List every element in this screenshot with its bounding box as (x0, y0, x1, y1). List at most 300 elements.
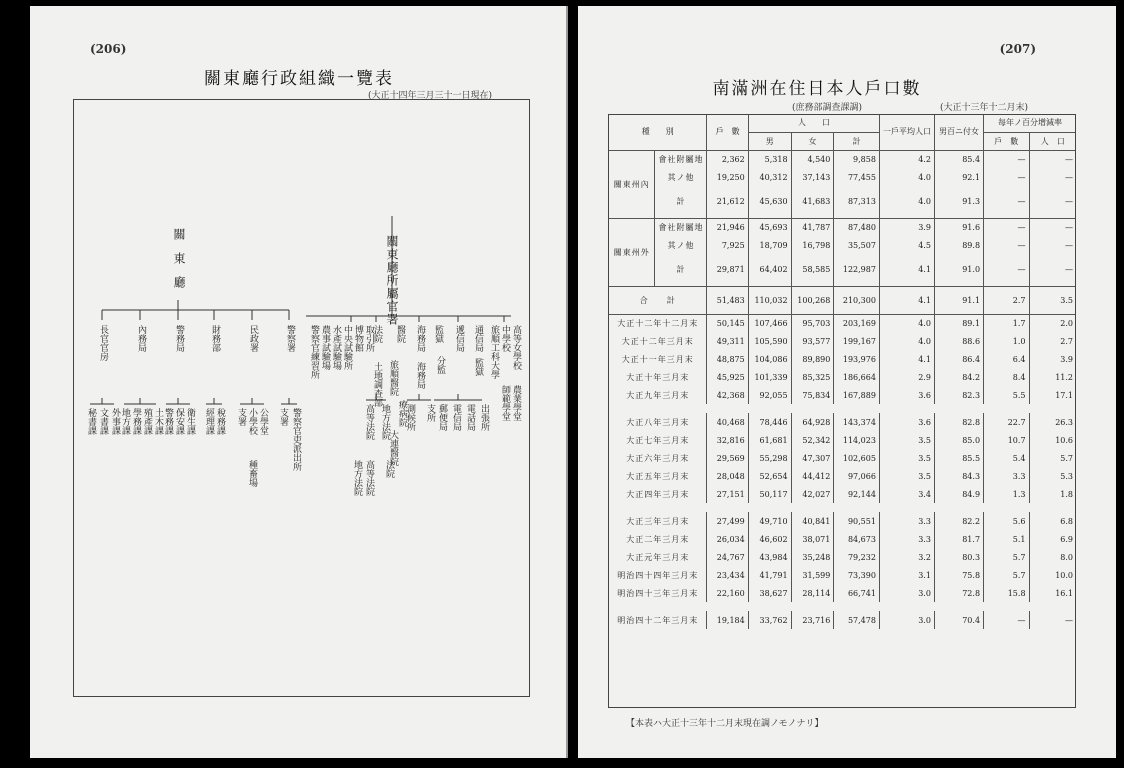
cell-total: 79,232 (834, 548, 880, 566)
cell-male: 38,627 (748, 584, 791, 602)
hospital-group: 醫院 (395, 325, 405, 343)
cell-male: 64,402 (748, 254, 791, 286)
cell-households: 29,569 (707, 449, 748, 467)
cell-ratio: 80.3 (934, 548, 983, 566)
cell-total: 35,507 (834, 236, 880, 254)
cell-growth-households: 15.8 (984, 584, 1030, 602)
cell-female: 23,716 (791, 611, 834, 629)
hospital-dairen: 大連醫院 (388, 430, 398, 466)
cell-households: 49,311 (707, 332, 748, 350)
cell-female: 42,027 (791, 485, 834, 503)
group-label: 關東州外 (609, 218, 655, 286)
sub-livestock-farm: 種畜場 (247, 460, 257, 487)
office-comm-label: 通信局 (473, 325, 483, 352)
cell-female: 40,841 (791, 512, 834, 530)
cell-growth-households: — (984, 168, 1030, 186)
cell-total: 92,144 (834, 485, 880, 503)
cell-growth-population: 16.1 (1029, 584, 1076, 602)
hospital-ryojun: 旅順醫院 (388, 360, 398, 396)
cell-total: 87,480 (834, 218, 880, 236)
row-sublabel: 會社附屬地 (655, 150, 707, 168)
cell-ratio: 91.0 (934, 254, 983, 286)
marine-bureau: 海務局 (415, 325, 425, 352)
table-row (609, 186, 1077, 218)
sub-industry-section: 殖產課 (142, 408, 152, 435)
header-male: 男 (748, 132, 791, 150)
sub-secretary-section: 秘書課 (86, 408, 96, 435)
cell-avg: 3.2 (879, 548, 934, 566)
cell-avg: 4.1 (879, 350, 934, 368)
table-row (609, 350, 1077, 368)
cell-growth-population: 10.6 (1029, 431, 1076, 449)
cell-households: 26,034 (707, 530, 748, 548)
cell-growth-population: 8.0 (1029, 548, 1076, 566)
cell-avg: 3.6 (879, 386, 934, 404)
cell-total: 143,374 (834, 413, 880, 431)
cell-growth-households: 1.7 (984, 314, 1030, 332)
left-page (30, 6, 568, 758)
table-row (609, 548, 1077, 566)
cell-growth-population: 26.3 (1029, 413, 1076, 431)
sub-public-school: 公學堂 (258, 408, 268, 435)
cell-growth-population: 2.0 (1029, 314, 1076, 332)
cell-ratio: 82.8 (934, 413, 983, 431)
history-label: 大正五年三月末 (609, 467, 707, 485)
cell-male: 41,791 (748, 566, 791, 584)
cell-male: 78,446 (748, 413, 791, 431)
row-sublabel: 計 (655, 186, 707, 218)
cell-male: 45,693 (748, 218, 791, 236)
cell-growth-households: 5.7 (984, 566, 1030, 584)
left-page-number: (206) (90, 42, 127, 56)
cell-male: 110,032 (748, 286, 791, 314)
cell-growth-population: 1.8 (1029, 485, 1076, 503)
table-row (609, 368, 1077, 386)
cell-households: 2,362 (707, 150, 748, 168)
history-label: 大正二年三月末 (609, 530, 707, 548)
cell-male: 52,654 (748, 467, 791, 485)
office-court-label: 法院 (384, 460, 394, 478)
cell-avg: 4.0 (879, 332, 934, 350)
cell-avg: 3.5 (879, 449, 934, 467)
cell-female: 64,928 (791, 413, 834, 431)
sub-police-branch: 支署 (278, 408, 288, 426)
comm-bureau: 遞信局 (454, 325, 464, 352)
cell-households: 21,946 (707, 218, 748, 236)
cell-growth-population: — (1029, 254, 1076, 286)
cell-growth-population: 17.1 (1029, 386, 1076, 404)
cell-total: 203,169 (834, 314, 880, 332)
cell-female: 41,683 (791, 186, 834, 218)
cell-growth-households: 8.4 (984, 368, 1030, 386)
cell-growth-population: 6.9 (1029, 530, 1076, 548)
spacer-row (609, 503, 1077, 512)
cell-households: 32,816 (707, 431, 748, 449)
header-population: 人 口 (748, 114, 879, 132)
cell-ratio: 81.7 (934, 530, 983, 548)
cell-households: 40,468 (707, 413, 748, 431)
history-label: 大正九年三月末 (609, 386, 707, 404)
cell-avg: 2.9 (879, 368, 934, 386)
affiliated-offices-header: 關東廳所屬官署 (385, 235, 399, 326)
cell-avg: 3.0 (879, 611, 934, 629)
cell-female: 93,577 (791, 332, 834, 350)
school-middle: 中學校 (500, 325, 510, 352)
cell-growth-households: 5.6 (984, 512, 1030, 530)
cell-male: 50,117 (748, 485, 791, 503)
cell-male: 107,466 (748, 314, 791, 332)
court: 法院 (372, 325, 382, 343)
cell-growth-households: — (984, 150, 1030, 168)
right-page-number: (207) (999, 42, 1036, 56)
cell-ratio: 92.1 (934, 168, 983, 186)
cell-growth-population: — (1029, 236, 1076, 254)
cell-growth-households: 5.1 (984, 530, 1030, 548)
cell-male: 33,762 (748, 611, 791, 629)
history-label: 大正七年三月末 (609, 431, 707, 449)
cell-growth-households: — (984, 611, 1030, 629)
cell-growth-households: 2.7 (984, 286, 1030, 314)
cell-female: 41,787 (791, 218, 834, 236)
cell-ratio: 84.2 (934, 368, 983, 386)
cell-total: 84,673 (834, 530, 880, 548)
cell-growth-households: 22.7 (984, 413, 1030, 431)
cell-households: 23,434 (707, 566, 748, 584)
table-row (609, 566, 1077, 584)
cell-female: 100,268 (791, 286, 834, 314)
office-museum: 博物館 (353, 325, 363, 352)
cell-growth-population: 2.7 (1029, 332, 1076, 350)
dept-finance: 財務部 (210, 325, 220, 352)
right-page (578, 6, 1116, 758)
history-label: 大正四年三月末 (609, 485, 707, 503)
cell-female: 38,071 (791, 530, 834, 548)
header-households: 戶 數 (707, 114, 748, 150)
cell-households: 19,184 (707, 611, 748, 629)
cell-total: 66,741 (834, 584, 880, 602)
cell-total: 193,976 (834, 350, 880, 368)
history-label: 明治四十四年三月末 (609, 566, 707, 584)
court-district: 地方法院 (380, 404, 390, 440)
table-row (609, 413, 1077, 431)
cell-growth-households: — (984, 236, 1030, 254)
cell-female: 28,114 (791, 584, 834, 602)
population-table-title: 南滿洲在住日本人戶口數 (712, 79, 922, 99)
cell-male: 101,339 (748, 368, 791, 386)
header-growth-population: 人 口 (1029, 132, 1076, 150)
cell-avg: 3.0 (879, 584, 934, 602)
cell-female: 37,143 (791, 168, 834, 186)
cell-female: 85,325 (791, 368, 834, 386)
office-fishery-station: 水產試驗場 (331, 325, 341, 370)
cell-female: 89,890 (791, 350, 834, 368)
comm-telegraph: 電信局 (451, 404, 461, 431)
history-label: 明治四十三年三月末 (609, 584, 707, 602)
cell-female: 31,599 (791, 566, 834, 584)
cell-ratio: 91.1 (934, 286, 983, 314)
cell-total: 57,478 (834, 611, 880, 629)
cell-households: 22,160 (707, 584, 748, 602)
header-row-1 (609, 114, 1077, 132)
cell-ratio: 84.9 (934, 485, 983, 503)
cell-male: 43,984 (748, 548, 791, 566)
cell-avg: 3.3 (879, 530, 934, 548)
header-total: 計 (834, 132, 880, 150)
cell-total: 77,455 (834, 168, 880, 186)
cell-households: 28,048 (707, 467, 748, 485)
school-normal: 師範學堂 (500, 385, 510, 421)
sub-security-section: 保安課 (174, 408, 184, 435)
row-sublabel: 其ノ他 (655, 236, 707, 254)
header-female: 女 (791, 132, 834, 150)
cell-avg: 3.9 (879, 218, 934, 236)
sub-foreign-section: 外事課 (110, 408, 120, 435)
dept-police-station: 警察署 (285, 325, 295, 352)
land-survey-dept: 土地調查部 (372, 362, 382, 407)
cell-ratio: 91.6 (934, 218, 983, 236)
cell-households: 19,250 (707, 168, 748, 186)
cell-total: 102,605 (834, 449, 880, 467)
office-prison-label: 監獄 (473, 358, 483, 376)
cell-households: 50,145 (707, 314, 748, 332)
comm-branch: 出張所 (479, 404, 489, 431)
cell-growth-households: — (984, 186, 1030, 218)
cell-growth-population: — (1029, 186, 1076, 218)
cell-female: 35,248 (791, 548, 834, 566)
row-sublabel: 會社附屬地 (655, 218, 707, 236)
marine-observatory: 測候所 (405, 404, 415, 431)
prison: 監獄 (433, 325, 443, 343)
header-category: 種 別 (609, 114, 707, 150)
cell-male: 105,590 (748, 332, 791, 350)
cell-male: 55,298 (748, 449, 791, 467)
comm-telephone: 電話局 (465, 404, 475, 431)
population-table (608, 114, 1076, 629)
header-growth-rate: 每年ノ百分增減率 (984, 114, 1076, 132)
cell-ratio: 85.5 (934, 449, 983, 467)
spacer-row (609, 404, 1077, 413)
cell-female: 47,307 (791, 449, 834, 467)
dept-police: 警務局 (174, 325, 184, 352)
cell-avg: 3.5 (879, 467, 934, 485)
cell-growth-population: 3.9 (1029, 350, 1076, 368)
cell-male: 45,630 (748, 186, 791, 218)
table-row (609, 530, 1077, 548)
cell-avg: 3.1 (879, 566, 934, 584)
cell-total: 73,390 (834, 566, 880, 584)
cell-male: 46,602 (748, 530, 791, 548)
dept-home-affairs: 內務局 (136, 325, 146, 352)
source-note: (庶務部調查課調) (792, 103, 863, 113)
sub-police-post: 警察官吏派出所 (291, 408, 301, 471)
group-label: 關東州內 (609, 150, 655, 218)
cell-growth-population: 5.7 (1029, 449, 1076, 467)
office-agri-station: 農事試驗場 (320, 325, 330, 370)
history-label: 大正十二年三月末 (609, 332, 707, 350)
sub-tax-section: 稅務課 (215, 408, 225, 435)
table-row (609, 314, 1077, 332)
cell-households: 24,767 (707, 548, 748, 566)
cell-growth-households: 6.4 (984, 350, 1030, 368)
history-label: 大正元年三月末 (609, 548, 707, 566)
office-exchange: 取引所 (364, 325, 374, 352)
cell-female: 58,585 (791, 254, 834, 286)
grand-total-row (609, 286, 1077, 314)
cell-households: 48,875 (707, 350, 748, 368)
cell-growth-population: — (1029, 611, 1076, 629)
sub-primary-school: 小學校 (247, 408, 257, 435)
cell-growth-population: — (1029, 168, 1076, 186)
cell-male: 18,709 (748, 236, 791, 254)
cell-total: 9,858 (834, 150, 880, 168)
cell-male: 92,055 (748, 386, 791, 404)
cell-ratio: 70.4 (934, 611, 983, 629)
cell-growth-population: 10.0 (1029, 566, 1076, 584)
cell-growth-households: 5.5 (984, 386, 1030, 404)
cell-avg: 4.0 (879, 314, 934, 332)
cell-ratio: 85.4 (934, 150, 983, 168)
table-row (609, 431, 1077, 449)
cell-male: 49,710 (748, 512, 791, 530)
cell-growth-population: 11.2 (1029, 368, 1076, 386)
sub-education-section: 學務課 (131, 408, 141, 435)
cell-growth-households: — (984, 254, 1030, 286)
cell-growth-population: 6.8 (1029, 512, 1076, 530)
table-row (609, 332, 1077, 350)
grand-total-label: 合 計 (609, 286, 707, 314)
cell-households: 45,925 (707, 368, 748, 386)
table-row (609, 150, 1077, 168)
cell-female: 16,798 (791, 236, 834, 254)
school-agri: 農業學堂 (511, 385, 521, 421)
hospital-sanatorium: 療病院 (397, 400, 407, 427)
table-row (609, 485, 1077, 503)
cell-female: 4,540 (791, 150, 834, 168)
cell-avg: 4.0 (879, 168, 934, 186)
cell-avg: 4.5 (879, 236, 934, 254)
cell-avg: 4.1 (879, 286, 934, 314)
table-date-note: (大正十三年十二月末) (940, 103, 1029, 113)
sub-hygiene-section: 衛生課 (185, 408, 195, 435)
cell-ratio: 86.4 (934, 350, 983, 368)
cell-growth-households: 1.3 (984, 485, 1030, 503)
cell-ratio: 72.8 (934, 584, 983, 602)
cell-ratio: 85.0 (934, 431, 983, 449)
cell-male: 5,318 (748, 150, 791, 168)
cell-households: 51,483 (707, 286, 748, 314)
cell-ratio: 88.6 (934, 332, 983, 350)
cell-avg: 4.1 (879, 254, 934, 286)
cell-avg: 3.6 (879, 413, 934, 431)
cell-male: 40,312 (748, 168, 791, 186)
cell-growth-households: — (984, 218, 1030, 236)
prison-branch: 分監 (435, 356, 445, 374)
cell-female: 95,703 (791, 314, 834, 332)
cell-households: 7,925 (707, 236, 748, 254)
table-row (609, 254, 1077, 286)
sub-documents-section: 文書課 (98, 408, 108, 435)
table-row (609, 512, 1077, 530)
dept-secretariat: 長官官房 (98, 325, 108, 361)
cell-male: 61,681 (748, 431, 791, 449)
cell-total: 90,551 (834, 512, 880, 530)
cell-households: 27,151 (707, 485, 748, 503)
table-row (609, 168, 1077, 186)
cell-growth-population: 3.5 (1029, 286, 1076, 314)
cell-avg: 3.5 (879, 431, 934, 449)
cell-growth-population: 5.3 (1029, 467, 1076, 485)
population-table-body (609, 114, 1077, 629)
cell-avg: 4.2 (879, 150, 934, 168)
org-chart (73, 99, 530, 697)
office-marine-label: 海務局 (415, 362, 425, 389)
office-police-training: 警察官練習所 (309, 325, 319, 379)
cell-households: 27,499 (707, 512, 748, 530)
sub-local-section: 地方課 (120, 408, 130, 435)
school-engineering-univ: 旅順工科大學 (489, 325, 499, 379)
office-high-court-label: 高等法院 (364, 460, 374, 496)
history-label: 明治四十二年三月末 (609, 611, 707, 629)
cell-total: 97,066 (834, 467, 880, 485)
cell-growth-population: — (1029, 218, 1076, 236)
cell-female: 52,342 (791, 431, 834, 449)
cell-ratio: 75.8 (934, 566, 983, 584)
cell-total: 210,300 (834, 286, 880, 314)
history-label: 大正三年三月末 (609, 512, 707, 530)
cell-ratio: 82.2 (934, 512, 983, 530)
cell-growth-households: 5.4 (984, 449, 1030, 467)
cell-ratio: 89.8 (934, 236, 983, 254)
history-label: 大正十二年十二月末 (609, 314, 707, 332)
marine-branch: 支所 (425, 404, 435, 422)
org-chart-title: 關東廳行政組織一覽表 (204, 69, 394, 89)
kanto-govt-root: 關東廳 (172, 228, 186, 300)
cell-total: 87,313 (834, 186, 880, 218)
org-date-note: (大正十四年三月三十一日現在) (368, 91, 493, 101)
cell-total: 114,023 (834, 431, 880, 449)
history-label: 大正十一年三月末 (609, 350, 707, 368)
cell-male: 104,086 (748, 350, 791, 368)
cell-growth-households: 3.3 (984, 467, 1030, 485)
sub-branch-office: 支署 (236, 408, 246, 426)
header-female-ratio: 男百ニ付女 (934, 114, 983, 150)
row-sublabel: 計 (655, 254, 707, 286)
history-label: 大正十年三月末 (609, 368, 707, 386)
dept-civil-admin: 民政署 (248, 325, 258, 352)
cell-female: 44,412 (791, 467, 834, 485)
table-row (609, 611, 1077, 629)
history-label: 大正八年三月末 (609, 413, 707, 431)
cell-growth-households: 5.7 (984, 548, 1030, 566)
cell-households: 21,612 (707, 186, 748, 218)
cell-growth-households: 10.7 (984, 431, 1030, 449)
cell-total: 167,889 (834, 386, 880, 404)
court-high: 高等法院 (364, 404, 374, 440)
spacer-row (609, 602, 1077, 611)
comm-post: 郵便局 (437, 404, 447, 431)
cell-total: 122,987 (834, 254, 880, 286)
office-district-court-label: 地方法院 (352, 460, 362, 496)
header-avg-per-household: 一戶平均人口 (879, 114, 934, 150)
cell-avg: 3.3 (879, 512, 934, 530)
table-row (609, 584, 1077, 602)
table-row (609, 218, 1077, 236)
header-growth-households: 戶 數 (984, 132, 1030, 150)
cell-avg: 3.4 (879, 485, 934, 503)
cell-ratio: 89.1 (934, 314, 983, 332)
cell-female: 75,834 (791, 386, 834, 404)
cell-ratio: 84.3 (934, 467, 983, 485)
